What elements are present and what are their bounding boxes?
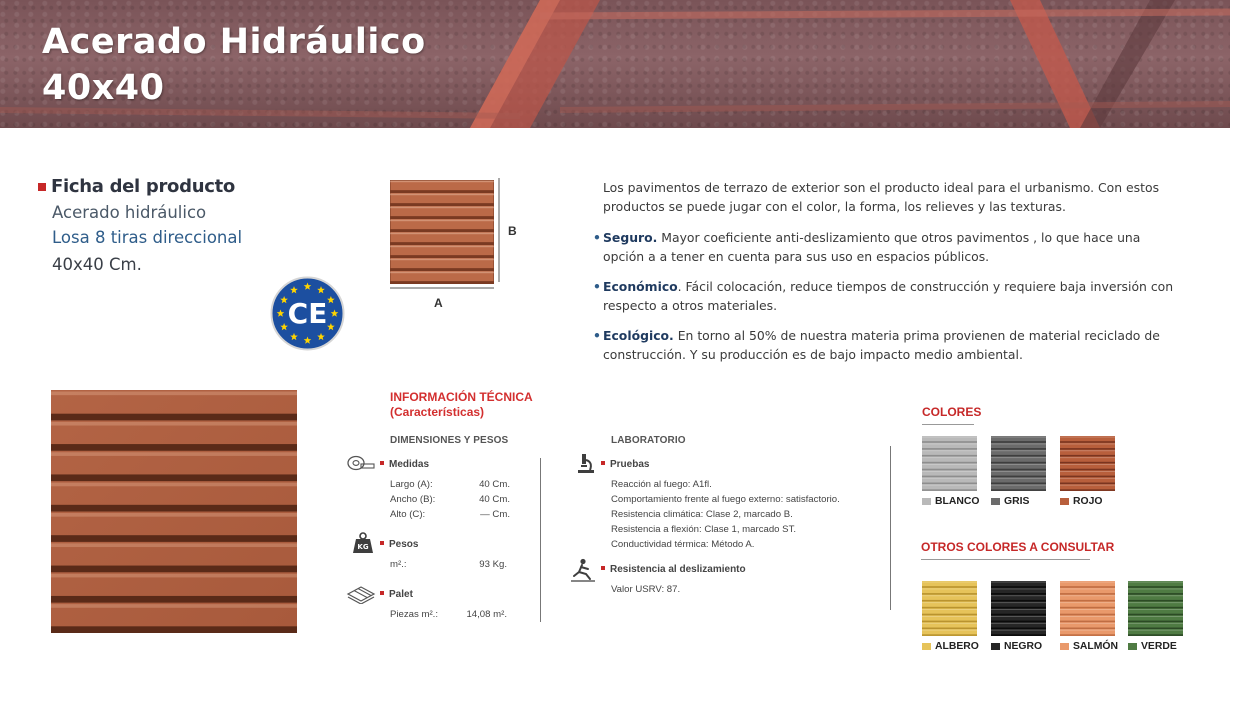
color-chip-icon [991,498,1000,505]
prueba-item: Reacción al fuego: A1fl. [611,479,712,490]
tile-ridge-highlight [51,574,297,578]
color-chip-icon [922,643,931,650]
feature-text: . Fácil colocación, reduce tiempos de construcción y requiere baja inversión con respecto a otros materiales. [603,279,1174,313]
product-sheet-title: Ficha del producto [51,176,235,197]
color-swatch-blanco [922,436,977,491]
tile-groove [390,229,494,232]
weight-kg-icon [352,532,374,554]
tile-ridge-highlight [51,543,297,547]
color-name: GRIS [1004,496,1030,507]
color-chip-icon [1060,498,1069,505]
tile-photo [51,390,297,633]
product-size: 40x40 Cm. [52,255,142,274]
bullet-icon: • [593,279,601,294]
palet-label: Piezas m².: [390,609,438,620]
svg-text:KG: KG [357,543,369,551]
tile-ridge-highlight [390,181,494,183]
pesos-value: 93 Kg. [479,559,507,570]
tile-ridge-highlight [390,220,494,222]
tile-ridge-highlight [51,513,297,517]
tile-groove [390,216,494,219]
tile-ridge-highlight [51,452,297,456]
tile-ridge-highlight [390,233,494,235]
prueba-item: Resistencia a flexión: Clase 1, marcado ST. [611,524,797,535]
colors-heading: COLORES [922,405,982,419]
page-title: Acerado Hidráulico [42,22,426,62]
pesos-heading: Pesos [380,539,418,550]
slip-resistance-icon [570,558,596,582]
feature-text: En torno al 50% de nuestra materia prima provienen de material reciclado de construcción. Y su producción es de bajo impacto medio ambiental. [603,328,1160,362]
other-colors-underline [921,559,1090,560]
laboratory-heading: LABORATORIO [611,435,686,446]
color-chip-icon [991,643,1000,650]
medida-label: Alto (C): [390,509,426,520]
color-chip-icon [1128,643,1137,650]
color-chip-icon [922,498,931,505]
color-name: NEGRO [1004,641,1043,652]
red-square-icon [38,183,46,191]
color-swatch-rojo [1060,436,1115,491]
ce-mark-text: CE [287,297,328,330]
tile-groove [390,268,494,271]
color-name: ROJO [1073,496,1103,507]
colors-heading-underline [922,424,974,425]
dimension-label-a: A [434,296,443,310]
dimensions-weights-heading: DIMENSIONES Y PESOS [390,435,509,446]
color-swatch-gris [991,436,1046,491]
slip-resistance-value: Valor USRV: 87. [611,584,681,595]
tile-ridge-highlight [51,604,297,608]
medidas-heading: Medidas [380,459,429,470]
tile-ridge-highlight [390,272,494,274]
color-label [1060,641,1118,652]
product-sheet-heading [38,176,235,197]
palet-value: 14,08 m². [466,609,507,620]
color-label [991,641,1042,652]
medida-label: Largo (A): [390,479,433,490]
tile-ridge-highlight [390,259,494,261]
paving-texture-graphic [0,0,1230,128]
tile-ridge-highlight [51,483,297,487]
tape-measure-icon [347,455,375,471]
product-type: Acerado hidráulico [52,203,207,222]
color-swatch-negro [991,581,1046,636]
tile-groove [390,242,494,245]
color-name: VERDE [1141,641,1177,652]
tech-info-title-line2: (Características) [390,405,485,419]
tile-ridge-highlight [51,422,297,426]
tile-groove [51,566,297,573]
feature-title: Seguro. [603,230,658,245]
tile-groove [51,505,297,512]
tile-groove [51,535,297,542]
description-intro: Los pavimentos de terrazo de exterior son el producto ideal para el urbanismo. Con estos productos se puede jugar con el color, la forma, los relieves y las texturas. [603,180,1160,214]
tile-ridge-highlight [51,392,297,396]
tile-groove [51,596,297,603]
header-banner [0,0,1230,128]
slip-resistance-heading: Resistencia al deslizamiento [601,564,746,575]
color-label [922,641,979,652]
color-swatch-verde [1128,581,1183,636]
feature-text: Mayor coeficiente anti-deslizamiento que otros pavimentos , lo que hace una opción a a tener en cuenta para sus uso en espacios públicos. [603,230,1141,264]
pesos-label: m².: [390,559,407,570]
page-subtitle-size: 40x40 [42,68,165,108]
tile-groove [390,255,494,258]
column-divider [890,446,891,610]
tile-groove [51,474,297,481]
medida-label: Ancho (B): [390,494,436,505]
color-label [922,496,979,507]
palet-heading: Palet [380,589,413,600]
bullet-icon: • [593,230,601,245]
tile-diagram [390,180,494,284]
tile-groove [390,281,494,284]
feature-item [593,228,1183,266]
feature-title: Ecológico. [603,328,674,343]
ce-mark-icon [270,276,345,351]
tech-info-title [390,390,533,420]
tile-groove [51,414,297,421]
tile-groove [51,626,297,633]
medida-value: — Cm. [480,509,510,520]
color-swatch-salmón [1060,581,1115,636]
color-name: ALBERO [935,641,979,652]
dimension-label-b: B [508,224,517,238]
feature-title: Económico [603,279,678,294]
color-name: BLANCO [935,496,980,507]
pallet-icon [346,584,376,604]
color-chip-icon [1060,643,1069,650]
column-divider [540,458,541,622]
feature-item [593,326,1183,364]
medida-value: 40 Cm. [479,479,510,490]
bullet-icon: • [593,328,601,343]
feature-item [593,277,1183,315]
tile-ridge-highlight [390,194,494,196]
tile-groove [390,190,494,193]
color-label [991,496,1029,507]
prueba-item: Conductividad térmica: Método A. [611,539,755,550]
color-label [1128,641,1177,652]
tech-info-title-line1: INFORMACIÓN TÉCNICA [390,390,533,404]
prueba-item: Comportamiento frente al fuego externo: satisfactorio. [611,494,840,505]
tile-ridge-highlight [390,246,494,248]
color-swatch-albero [922,581,977,636]
color-label [1060,496,1102,507]
color-name: SALMÓN [1073,641,1119,652]
product-description [593,178,1183,375]
prueba-item: Resistencia climática: Clase 2, marcado B. [611,509,793,520]
tile-ridge-highlight [390,207,494,209]
microscope-icon [576,452,596,474]
pruebas-heading: Pruebas [601,459,649,470]
tile-groove [390,203,494,206]
product-model: Losa 8 tiras direccional [52,228,243,247]
medida-value: 40 Cm. [479,494,510,505]
tile-groove [51,444,297,451]
other-colors-heading: OTROS COLORES A CONSULTAR [921,540,1115,554]
